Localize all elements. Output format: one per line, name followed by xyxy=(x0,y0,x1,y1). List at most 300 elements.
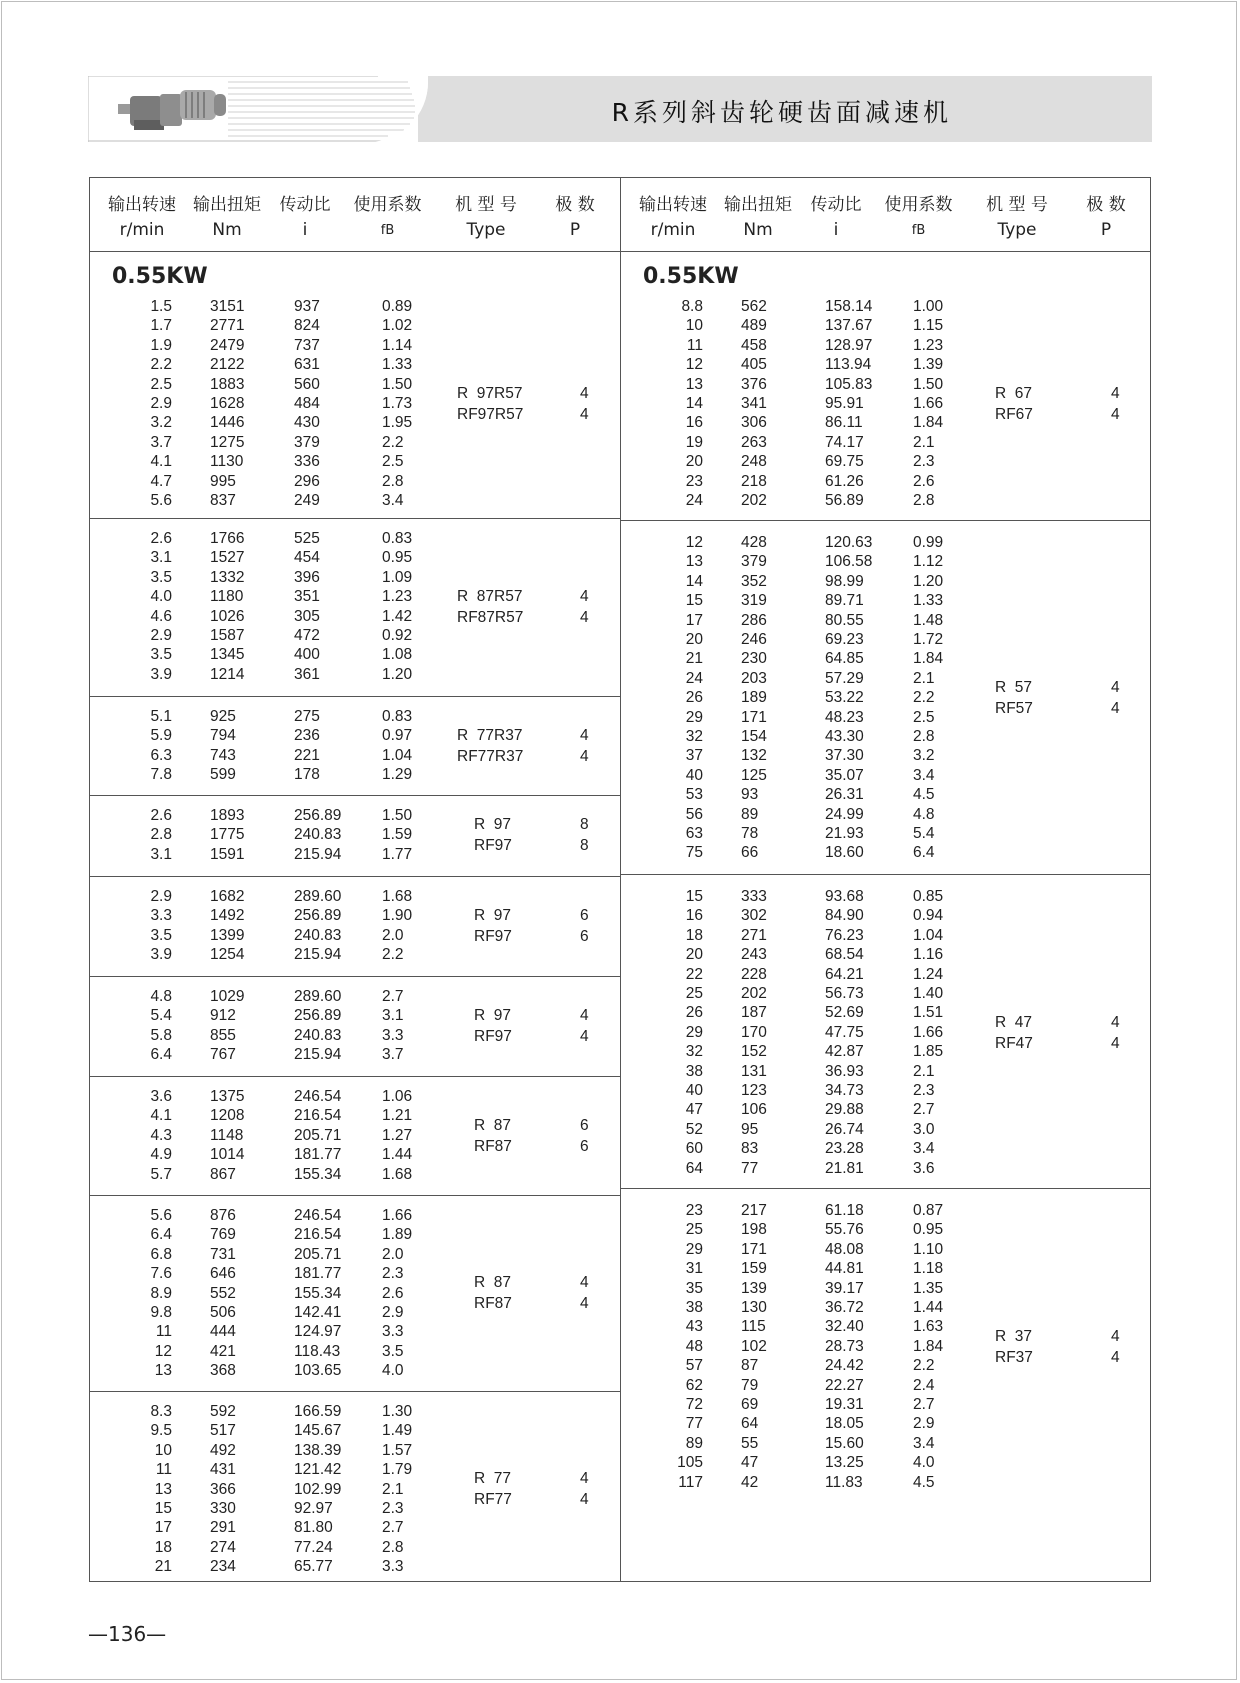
output-torque: 263 xyxy=(741,433,767,451)
output-speed: 64 xyxy=(685,1159,703,1177)
service-factor: 0.83 xyxy=(382,530,413,547)
model-code: RF77R37 xyxy=(457,747,524,765)
ratio: 22.27 xyxy=(825,1376,864,1394)
ratio: 121.42 xyxy=(294,1461,342,1479)
output-torque: 592 xyxy=(210,1403,236,1420)
output-speed: 17 xyxy=(154,1519,172,1537)
service-factor: 2.7 xyxy=(382,1519,404,1537)
output-speed: 31 xyxy=(685,1260,703,1278)
ratio: 80.55 xyxy=(825,611,864,629)
table-row xyxy=(621,785,1151,804)
output-torque: 87 xyxy=(741,1357,759,1375)
service-factor: 1.23 xyxy=(913,336,944,354)
ratio: 236 xyxy=(294,727,320,745)
poles-value: 4 xyxy=(580,726,589,744)
output-torque: 217 xyxy=(741,1202,767,1219)
table-row xyxy=(621,1003,1151,1022)
table-row xyxy=(621,1434,1151,1453)
ratio: 61.26 xyxy=(825,472,864,490)
ratio: 289.60 xyxy=(294,888,342,905)
service-factor: 1.49 xyxy=(382,1422,413,1440)
service-factor: 2.6 xyxy=(382,1284,404,1302)
output-torque: 302 xyxy=(741,907,767,925)
table-row xyxy=(621,630,1151,649)
service-factor: 2.9 xyxy=(913,1415,935,1433)
table-row xyxy=(621,1356,1151,1375)
poles-value: 4 xyxy=(580,608,589,626)
table-row xyxy=(621,1042,1151,1061)
table-row xyxy=(90,1026,620,1045)
ratio: 155.34 xyxy=(294,1165,342,1183)
table-row xyxy=(621,394,1151,413)
table-row xyxy=(90,926,620,945)
output-speed: 13 xyxy=(154,1480,172,1498)
table-row xyxy=(90,806,620,825)
output-speed: 2.9 xyxy=(150,888,172,905)
service-factor: 1.35 xyxy=(913,1279,944,1297)
output-torque: 3151 xyxy=(210,298,245,315)
output-torque: 123 xyxy=(741,1082,767,1099)
output-speed: 13 xyxy=(685,553,703,571)
pole-count xyxy=(580,1272,589,1314)
poles-value: 4 xyxy=(580,1491,589,1509)
output-speed: 4.0 xyxy=(150,588,172,606)
service-factor: 1.85 xyxy=(913,1043,944,1061)
output-speed: 4.1 xyxy=(150,1107,172,1125)
poles-value: 4 xyxy=(1111,1327,1120,1345)
table-row xyxy=(621,669,1151,688)
model-type xyxy=(474,905,512,947)
page-header xyxy=(88,76,1152,142)
table-row xyxy=(621,1376,1151,1395)
ratio: 77.24 xyxy=(294,1538,333,1556)
ratio: 43.30 xyxy=(825,728,864,745)
output-speed: 26 xyxy=(685,689,703,707)
output-speed: 63 xyxy=(685,825,703,842)
table-row xyxy=(90,297,620,316)
table-row xyxy=(90,945,620,964)
ratio: 128.97 xyxy=(825,336,873,354)
output-torque: 333 xyxy=(741,888,767,905)
poles-value: 4 xyxy=(580,405,589,423)
service-factor: 1.68 xyxy=(382,1165,413,1183)
poles-value: 4 xyxy=(580,1027,589,1045)
output-torque: 69 xyxy=(741,1396,759,1413)
service-factor: 1.24 xyxy=(913,965,944,983)
output-torque: 352 xyxy=(741,572,767,590)
ratio: 155.34 xyxy=(294,1284,342,1302)
table-row xyxy=(90,1557,620,1576)
pole-count xyxy=(580,814,589,856)
service-factor: 1.90 xyxy=(382,907,413,925)
output-torque: 562 xyxy=(741,298,767,315)
service-factor: 1.09 xyxy=(382,568,413,586)
ratio: 34.73 xyxy=(825,1082,864,1099)
poles-value: 6 xyxy=(580,1137,589,1155)
table-row xyxy=(90,413,620,432)
output-speed: 25 xyxy=(685,1221,703,1239)
output-speed: 3.2 xyxy=(150,414,172,432)
ratio: 137.67 xyxy=(825,317,873,335)
table-row xyxy=(90,987,620,1006)
unit-speed: r/min xyxy=(119,220,165,240)
poles-value: 8 xyxy=(580,837,589,855)
output-torque: 552 xyxy=(210,1284,236,1302)
service-factor: 3.3 xyxy=(382,1558,404,1576)
output-speed: 38 xyxy=(685,1299,703,1316)
unit-service-factor: fB xyxy=(911,223,926,238)
ratio: 430 xyxy=(294,414,320,432)
service-factor: 1.33 xyxy=(382,356,413,374)
ratio: 84.90 xyxy=(825,907,864,925)
model-code: R 87 xyxy=(474,1274,512,1292)
output-torque: 341 xyxy=(741,395,767,412)
ratio: 145.67 xyxy=(294,1422,342,1440)
table-row xyxy=(90,1361,620,1380)
table-row xyxy=(90,529,620,548)
output-speed: 72 xyxy=(685,1396,703,1413)
ratio: 65.77 xyxy=(294,1558,333,1576)
poles-value: 6 xyxy=(580,906,589,924)
output-torque: 93 xyxy=(741,786,759,804)
pole-count xyxy=(580,725,589,767)
output-torque: 1399 xyxy=(210,926,245,944)
model-code: RF47 xyxy=(995,1034,1033,1052)
output-speed: 14 xyxy=(685,395,703,412)
ratio: 48.08 xyxy=(825,1240,864,1258)
unit-service-factor: fB xyxy=(380,223,395,238)
service-factor: 2.8 xyxy=(913,492,935,509)
output-speed: 29 xyxy=(685,708,703,726)
output-torque: 743 xyxy=(210,746,236,764)
service-factor: 1.57 xyxy=(382,1441,413,1459)
table-row xyxy=(90,548,620,567)
table-row xyxy=(90,336,620,355)
ratio: 138.39 xyxy=(294,1441,342,1459)
header-thumbnail-area xyxy=(88,76,428,142)
output-torque: 139 xyxy=(741,1279,767,1297)
ratio: 76.23 xyxy=(825,926,864,944)
service-factor: 1.02 xyxy=(382,317,413,335)
ratio: 74.17 xyxy=(825,433,864,451)
output-speed: 6.8 xyxy=(150,1245,172,1263)
output-speed: 3.5 xyxy=(150,926,172,944)
service-factor: 1.06 xyxy=(382,1088,413,1105)
output-speed: 75 xyxy=(685,844,703,862)
table-row xyxy=(621,708,1151,727)
output-torque: 1527 xyxy=(210,549,245,567)
table-row xyxy=(90,1441,620,1460)
table-row xyxy=(90,665,620,684)
service-factor: 2.1 xyxy=(913,1062,935,1080)
header-poles: 极 数 xyxy=(1086,195,1126,215)
model-code: RF67 xyxy=(995,405,1033,423)
ratio: 215.94 xyxy=(294,1046,342,1064)
service-factor: 2.5 xyxy=(382,453,404,471)
ratio: 52.69 xyxy=(825,1004,864,1022)
ratio: 56.89 xyxy=(825,492,864,509)
output-speed: 16 xyxy=(685,907,703,925)
output-speed: 117 xyxy=(678,1473,703,1491)
service-factor: 1.51 xyxy=(913,1004,944,1022)
ratio: 24.99 xyxy=(825,805,864,823)
model-code: RF87 xyxy=(474,1137,512,1155)
ratio: 106.58 xyxy=(825,553,873,571)
output-torque: 368 xyxy=(210,1362,236,1380)
output-speed: 11 xyxy=(686,336,703,354)
service-factor: 1.18 xyxy=(913,1260,944,1278)
poles-value: 4 xyxy=(1111,699,1120,717)
output-torque: 995 xyxy=(210,472,236,490)
service-factor: 1.40 xyxy=(913,985,944,1002)
header-torque: 输出扭矩 xyxy=(724,195,792,215)
output-torque: 228 xyxy=(741,965,767,983)
pole-count xyxy=(580,1115,589,1157)
service-factor: 2.3 xyxy=(913,453,935,471)
table-header-right xyxy=(621,178,1151,252)
ratio: 39.17 xyxy=(825,1279,864,1297)
service-factor: 1.33 xyxy=(913,592,944,610)
service-factor: 1.66 xyxy=(913,1023,944,1041)
output-speed: 9.8 xyxy=(150,1304,172,1321)
output-speed: 14 xyxy=(685,572,703,590)
model-code: RF97 xyxy=(474,837,512,855)
ratio: 26.31 xyxy=(825,786,864,804)
table-row xyxy=(621,1201,1151,1220)
ratio: 296 xyxy=(294,472,320,490)
output-speed: 4.7 xyxy=(150,472,172,490)
output-speed: 43 xyxy=(685,1318,703,1336)
output-torque: 306 xyxy=(741,414,767,432)
ratio: 158.14 xyxy=(825,298,873,315)
output-torque: 912 xyxy=(210,1007,236,1025)
output-torque: 1254 xyxy=(210,946,245,964)
table-row xyxy=(621,316,1151,335)
service-factor: 2.1 xyxy=(913,433,935,451)
table-row xyxy=(90,1145,620,1164)
model-type xyxy=(457,383,523,425)
service-factor: 4.5 xyxy=(913,1473,935,1491)
output-torque: 152 xyxy=(741,1043,767,1061)
service-factor: 1.66 xyxy=(913,395,944,412)
ratio: 472 xyxy=(294,627,320,644)
table-row xyxy=(90,375,620,394)
service-factor: 1.79 xyxy=(382,1461,413,1479)
output-speed: 5.8 xyxy=(150,1026,172,1044)
service-factor: 1.10 xyxy=(913,1240,944,1258)
ratio: 29.88 xyxy=(825,1101,864,1119)
ratio: 15.60 xyxy=(825,1434,864,1452)
output-speed: 13 xyxy=(685,375,703,393)
service-factor: 1.08 xyxy=(382,646,413,664)
service-factor: 3.3 xyxy=(382,1026,404,1044)
table-row xyxy=(621,1414,1151,1433)
pole-count xyxy=(580,905,589,947)
table-row xyxy=(621,375,1151,394)
output-torque: 330 xyxy=(210,1500,236,1517)
pole-count xyxy=(580,1468,589,1510)
ratio: 118.43 xyxy=(294,1342,341,1360)
output-torque: 2479 xyxy=(210,336,245,354)
service-factor: 2.2 xyxy=(913,1357,935,1375)
output-speed: 3.5 xyxy=(150,646,172,664)
model-group xyxy=(90,876,620,977)
output-speed: 10 xyxy=(685,317,703,335)
table-row xyxy=(621,1139,1151,1158)
model-code: RF87R57 xyxy=(457,608,524,626)
table-row xyxy=(621,887,1151,906)
service-factor: 2.9 xyxy=(382,1304,404,1321)
poles-value: 4 xyxy=(1111,405,1120,423)
poles-value: 4 xyxy=(1111,384,1120,402)
service-factor: 1.48 xyxy=(913,611,944,629)
output-torque: 1148 xyxy=(210,1126,244,1144)
ratio: 215.94 xyxy=(294,845,342,863)
ratio: 37.30 xyxy=(825,747,864,765)
output-torque: 769 xyxy=(210,1226,236,1244)
ratio: 21.81 xyxy=(825,1159,864,1177)
service-factor: 1.89 xyxy=(382,1226,413,1244)
table-row xyxy=(621,727,1151,746)
service-factor: 0.95 xyxy=(913,1221,944,1239)
ratio: 124.97 xyxy=(294,1323,342,1341)
service-factor: 1.39 xyxy=(913,356,944,374)
table-row xyxy=(90,1045,620,1064)
table-row xyxy=(90,394,620,413)
output-speed: 15 xyxy=(154,1500,172,1517)
service-factor: 4.0 xyxy=(382,1362,404,1380)
table-row xyxy=(90,906,620,925)
output-speed: 62 xyxy=(685,1376,703,1394)
output-speed: 7.8 xyxy=(150,766,172,784)
model-type xyxy=(457,586,523,628)
output-torque: 291 xyxy=(210,1519,236,1537)
output-torque: 234 xyxy=(210,1558,236,1576)
table-row xyxy=(621,965,1151,984)
ratio: 142.41 xyxy=(294,1304,342,1321)
ratio: 178 xyxy=(294,766,320,784)
table-row xyxy=(90,607,620,626)
ratio: 28.73 xyxy=(825,1337,864,1355)
output-speed: 12 xyxy=(154,1342,172,1360)
output-torque: 1345 xyxy=(210,646,245,664)
output-speed: 15 xyxy=(685,888,703,905)
output-speed: 7.6 xyxy=(150,1265,172,1283)
output-torque: 1275 xyxy=(210,433,245,451)
table-row xyxy=(621,1453,1151,1472)
ratio: 24.42 xyxy=(825,1357,864,1375)
table-row xyxy=(621,1100,1151,1119)
output-speed: 16 xyxy=(685,414,703,432)
output-speed: 53 xyxy=(685,786,703,804)
ratio: 32.40 xyxy=(825,1318,864,1336)
ratio: 216.54 xyxy=(294,1107,342,1125)
pole-count xyxy=(1111,677,1120,719)
service-factor: 1.84 xyxy=(913,650,944,668)
output-speed: 10 xyxy=(154,1441,172,1459)
table-row xyxy=(90,887,620,906)
ratio: 55.76 xyxy=(825,1221,864,1239)
output-speed: 4.6 xyxy=(150,607,172,625)
model-code: RF97 xyxy=(474,1027,512,1045)
gear-motor-icon xyxy=(116,84,231,136)
table-row xyxy=(90,1264,620,1283)
service-factor: 6.4 xyxy=(913,844,935,862)
service-factor: 2.8 xyxy=(382,1538,404,1556)
header-speed: 输出转速 xyxy=(639,195,707,215)
output-speed: 18 xyxy=(685,926,703,944)
output-speed: 2.2 xyxy=(150,356,172,374)
ratio: 824 xyxy=(294,317,320,335)
output-speed: 12 xyxy=(685,534,703,551)
unit-poles: P xyxy=(1100,220,1112,240)
ratio: 56.73 xyxy=(825,985,864,1002)
ratio: 11.83 xyxy=(825,1473,863,1491)
output-torque: 159 xyxy=(741,1260,767,1278)
output-torque: 189 xyxy=(741,689,767,707)
service-factor: 4.0 xyxy=(913,1454,935,1472)
output-speed: 18 xyxy=(154,1538,172,1556)
unit-torque: Nm xyxy=(212,220,242,240)
output-torque: 646 xyxy=(210,1265,236,1283)
pole-count xyxy=(1111,1326,1120,1368)
ratio: 181.77 xyxy=(294,1146,342,1164)
output-speed: 4.3 xyxy=(150,1126,172,1144)
table-row xyxy=(621,843,1151,862)
ratio: 113.94 xyxy=(825,356,872,374)
table-row xyxy=(90,1006,620,1025)
output-torque: 1775 xyxy=(210,826,245,844)
output-torque: 202 xyxy=(741,492,767,509)
table-row xyxy=(90,472,620,491)
output-torque: 1883 xyxy=(210,375,245,393)
ratio: 289.60 xyxy=(294,988,342,1005)
header-ratio: 传动比 xyxy=(279,195,331,215)
header-service-factor: 使用系数 xyxy=(353,195,422,215)
model-code: R 47 xyxy=(995,1013,1033,1031)
poles-value: 8 xyxy=(580,816,589,834)
table-row xyxy=(621,1473,1151,1492)
service-factor: 2.0 xyxy=(382,1245,404,1263)
service-factor: 1.27 xyxy=(382,1126,413,1144)
service-factor: 1.14 xyxy=(382,336,413,354)
output-torque: 274 xyxy=(210,1538,236,1556)
output-speed: 20 xyxy=(685,631,703,648)
output-speed: 6.4 xyxy=(150,1046,172,1064)
poles-value: 4 xyxy=(580,747,589,765)
ratio: 560 xyxy=(294,375,320,393)
service-factor: 4.8 xyxy=(913,805,935,823)
output-torque: 1893 xyxy=(210,807,245,824)
ratio: 64.21 xyxy=(825,965,864,983)
model-group xyxy=(90,252,620,518)
table-row xyxy=(90,1538,620,1557)
output-speed: 6.3 xyxy=(150,746,172,764)
ratio: 351 xyxy=(294,588,320,606)
table-row xyxy=(621,945,1151,964)
service-factor: 1.04 xyxy=(913,926,944,944)
ratio: 13.25 xyxy=(825,1454,864,1472)
ratio: 937 xyxy=(294,298,320,315)
output-torque: 1682 xyxy=(210,888,245,905)
table-row xyxy=(621,1220,1151,1239)
output-speed: 57 xyxy=(685,1357,703,1375)
service-factor: 4.5 xyxy=(913,786,935,804)
output-torque: 170 xyxy=(741,1023,767,1041)
pole-count xyxy=(580,383,589,425)
poles-value: 6 xyxy=(580,1116,589,1134)
output-speed: 1.9 xyxy=(150,336,172,354)
